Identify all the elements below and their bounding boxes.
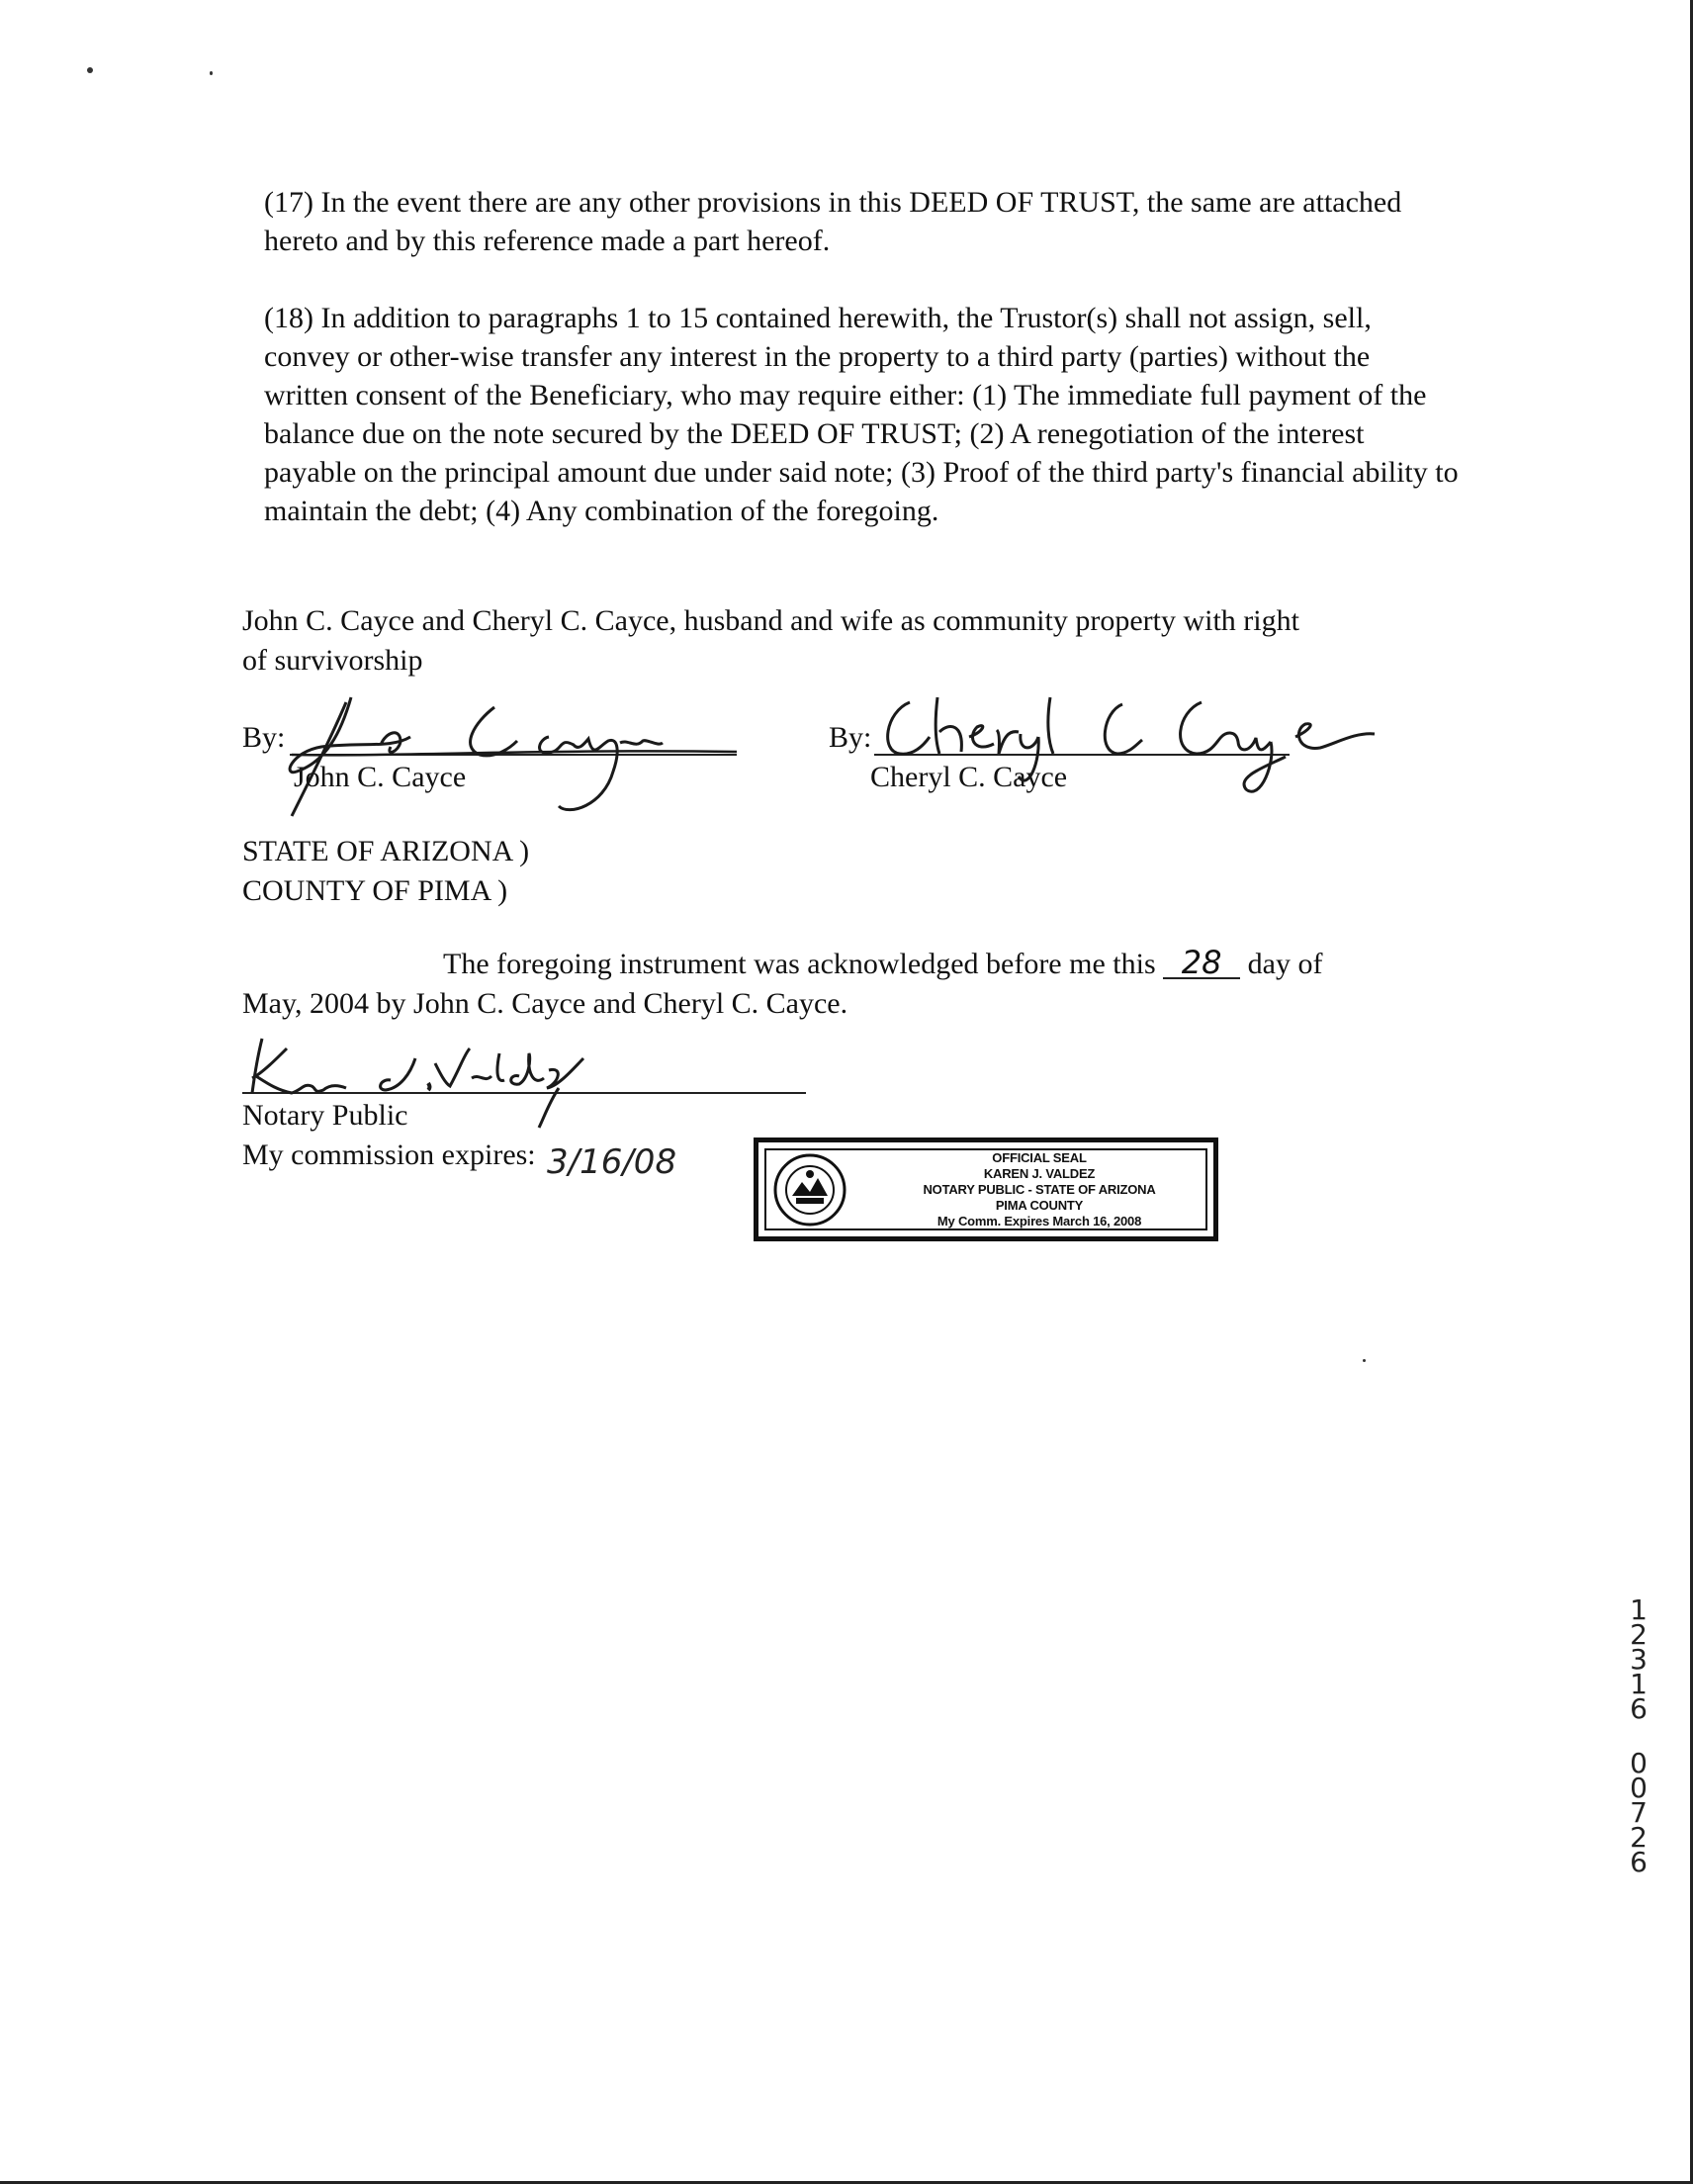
signature-cheryl-cayce <box>870 682 1444 816</box>
scan-speck <box>87 67 93 73</box>
recording-digit: 6 <box>1630 1692 1648 1725</box>
seal-line-2: KAREN J. VALDEZ <box>983 1166 1096 1181</box>
commission-label: My commission expires: <box>242 1138 536 1171</box>
recording-digit: 3 <box>1630 1643 1648 1676</box>
notary-title: Notary Public <box>242 1099 408 1132</box>
parties-line-2: of survivorship <box>242 644 423 677</box>
official-seal-stamp <box>754 1138 1218 1241</box>
signature-john-cayce <box>252 678 747 831</box>
paragraph-18: (18) In addition to paragraphs 1 to 15 contained herewith, the Trustor(s) shall not assign, sell, convey or other-wise transfer any interest in the property to a third party (parties) without the written consent of the Beneficiary, who may require either: (1) The immediate full payment of the balance due on the note secured by the DEED OF TRUST; (2) A renegotiation of the interest payable on the principal amount due under said note; (3) Proof of the third party's financial ability to maintain the debt; (4) Any combination of the foregoing. <box>264 302 1459 527</box>
venue-county: COUNTY OF PIMA ) <box>242 874 508 907</box>
venue-state: STATE OF ARIZONA ) <box>242 835 530 867</box>
recording-digit: 0 <box>1630 1772 1648 1804</box>
parties-line-1: John C. Cayce and Cheryl C. Cayce, husband and wife as community property with right <box>242 604 1299 637</box>
scan-speck <box>1363 1359 1366 1362</box>
commission-date: 3/16/08 <box>547 1142 677 1182</box>
acknowledgment-line-2: May, 2004 by John C. Cayce and Cheryl C. Cayce. <box>242 987 848 1020</box>
seal-text <box>875 1150 1203 1229</box>
recording-digit: 6 <box>1630 1846 1648 1878</box>
seal-line-1: OFFICIAL SEAL <box>992 1150 1087 1165</box>
recording-digit: 2 <box>1630 1821 1648 1854</box>
acknowledgment-suffix: day of <box>1247 948 1323 980</box>
by-label-2: By: <box>829 721 872 754</box>
signer-2-name: Cheryl C. Cayce <box>870 761 1068 793</box>
seal-line-5: My Comm. Expires March 16, 2008 <box>936 1214 1142 1228</box>
scan-speck <box>210 71 213 75</box>
recording-number <box>1622 1593 1655 1878</box>
recording-digit: 7 <box>1630 1796 1648 1829</box>
arizona-seal-emblem <box>772 1152 847 1228</box>
paragraph-17: (17) In the event there are any other provisions in this DEED OF TRUST, the same are attached hereto and by this reference made a part hereof. <box>264 186 1402 257</box>
acknowledgment-prefix: The foregoing instrument was acknowledged before me this <box>443 948 1156 980</box>
seal-line-4: PIMA COUNTY <box>995 1198 1084 1213</box>
by-label-1: By: <box>242 721 286 754</box>
recording-digit: 0 <box>1630 1747 1648 1779</box>
signer-1-name: John C. Cayce <box>294 761 467 793</box>
recording-digit: 1 <box>1630 1593 1648 1626</box>
acknowledgment-day: 28 <box>1163 948 1240 979</box>
recording-digit: 2 <box>1630 1618 1648 1651</box>
recording-digit: 1 <box>1630 1668 1648 1700</box>
acknowledgment-line-1 <box>443 944 1323 982</box>
seal-line-3: NOTARY PUBLIC - STATE OF ARIZONA <box>923 1182 1156 1197</box>
